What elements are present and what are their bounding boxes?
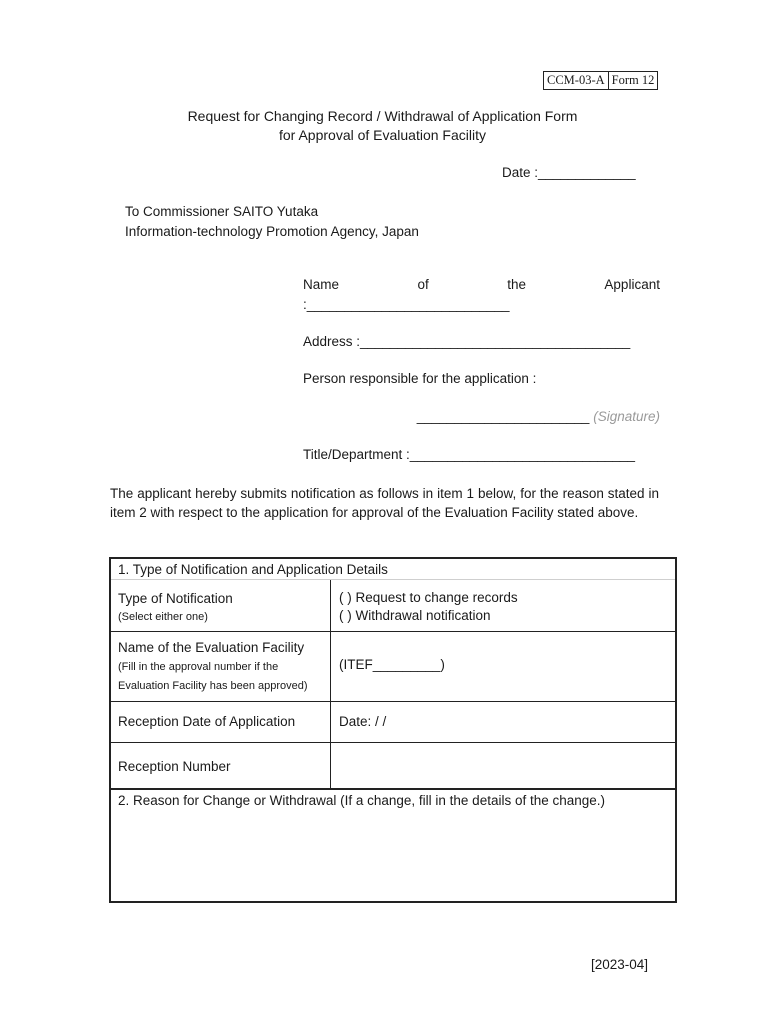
applicant-name-label [303, 277, 660, 292]
section1-title: 1. Type of Notification and Application Details [118, 562, 388, 577]
reception-number-label: Reception Number [118, 759, 231, 774]
facility-note-2: Evaluation Facility has been approved) [118, 680, 308, 692]
option-withdrawal[interactable]: ( ) Withdrawal notification [339, 608, 491, 623]
reception-date-label: Reception Date of Application [118, 714, 296, 729]
table-row-reception-date [111, 702, 675, 743]
section2-title: 2. Reason for Change or Withdrawal (If a change, fill in the details of the change.) [118, 793, 606, 808]
form-code-box [543, 71, 658, 90]
title-department-field[interactable]: Title/Department :______________________________ [303, 447, 636, 462]
type-note: (Select either one) [118, 611, 208, 623]
facility-note-1: (Fill in the approval number if the [118, 661, 279, 673]
addressee-block [125, 202, 419, 241]
section1-header [111, 559, 675, 580]
type-options-cell [331, 580, 675, 631]
addressee-name: To Commissioner SAITO Yutaka [125, 204, 319, 219]
title-line-1: Request for Changing Record / Withdrawal of Application Form [187, 108, 578, 124]
facility-label-cell [111, 632, 331, 701]
table-row-reception-number [111, 743, 675, 790]
name-word: of [417, 277, 429, 292]
date-field[interactable]: Date :_____________ [502, 165, 636, 180]
facility-value[interactable]: (ITEF_________) [339, 657, 445, 672]
table-row-facility [111, 632, 675, 702]
form-number: Form 12 [608, 72, 658, 89]
signature-field[interactable] [400, 409, 660, 424]
reception-date-value[interactable]: Date: / / [339, 714, 387, 729]
facility-value-cell[interactable] [331, 632, 675, 701]
reception-number-cell[interactable] [331, 743, 675, 788]
form-code: CCM-03-A [547, 73, 605, 87]
notification-paragraph: The applicant hereby submits notification as follows in item 1 below, for the reason stated in item 2 with respect to the application for approval of the Evaluation Facility stated above. [110, 486, 659, 520]
reception-number-label-cell [111, 743, 331, 788]
reception-date-label-cell [111, 702, 331, 742]
addressee-agency: Information-technology Promotion Agency, Japan [125, 223, 419, 239]
name-word: Name [303, 277, 340, 292]
table-row-reason[interactable] [111, 790, 675, 901]
name-word: the [507, 277, 526, 292]
applicant-name-field[interactable]: :___________________________ [303, 297, 510, 312]
signature-line: _______________________ [416, 409, 590, 424]
facility-label: Name of the Evaluation Facility [118, 640, 305, 655]
option-change-records[interactable]: ( ) Request to change records [339, 590, 518, 605]
title-line-2: for Approval of Evaluation Facility [279, 127, 486, 143]
signature-label: (Signature) [593, 409, 660, 424]
type-label: Type of Notification [118, 591, 233, 606]
reception-date-cell[interactable] [331, 702, 675, 742]
table-row-type [111, 580, 675, 632]
version-label: [2023-04] [591, 957, 649, 972]
page-title [110, 107, 655, 145]
type-label-cell [111, 580, 331, 631]
address-field[interactable]: Address :____________________________________ [303, 334, 631, 349]
name-word: Applicant [604, 277, 660, 292]
notification-table [109, 557, 677, 903]
person-responsible-label: Person responsible for the application : [303, 371, 537, 386]
